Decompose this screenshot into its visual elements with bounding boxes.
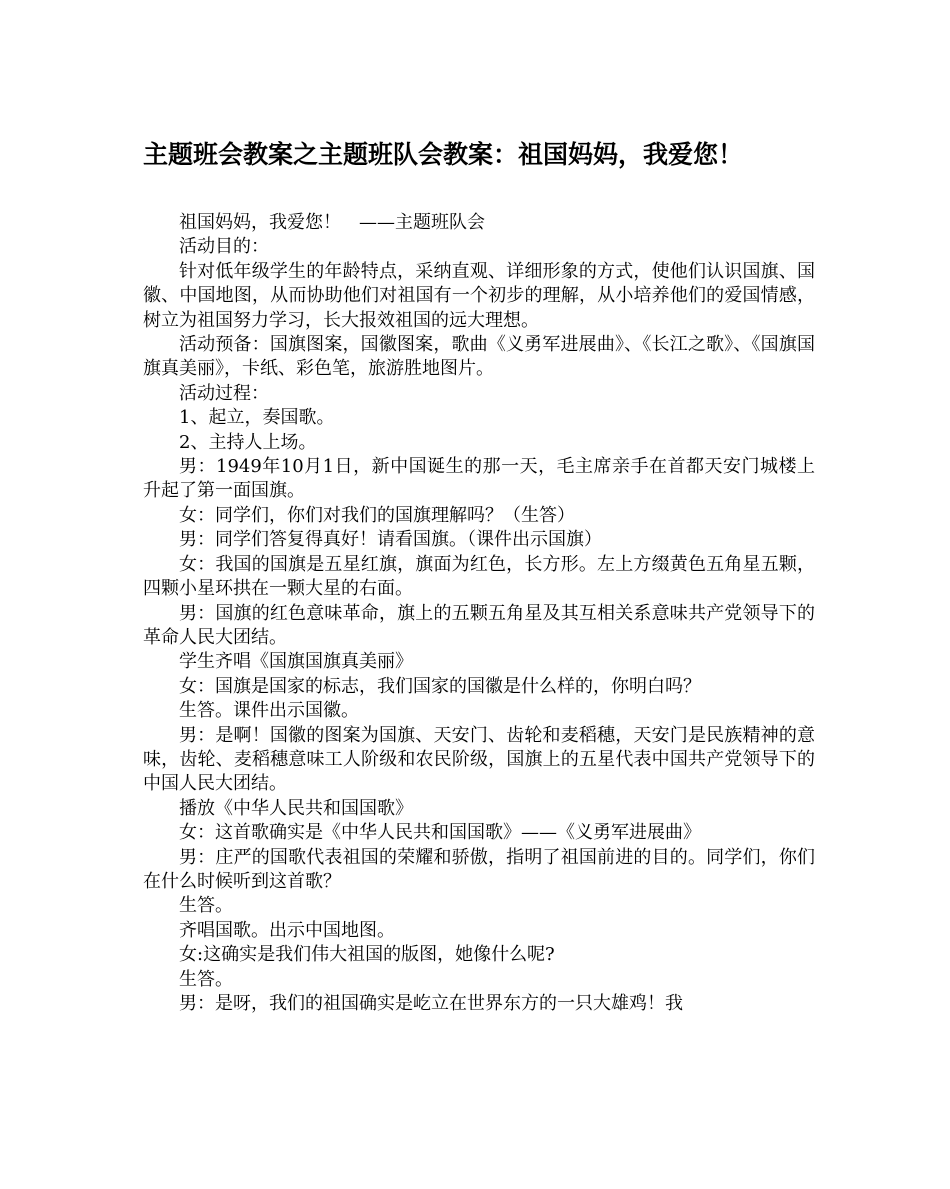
paragraph: 女：同学们，你们对我们的国旗理解吗？（生答） [179,504,575,526]
paragraph: 生答。 [179,968,233,990]
paragraph: 男：1949年10月1日，新中国诞生的那一天，毛主席亲手在首都天安门城楼上升起了第一面国旗。 [143,456,815,502]
paragraph: 针对低年级学生的年龄特点，采纳直观、详细形象的方式，使他们认识国旗、国徽、中国地图，从而协助他们对祖国有一个初步的理解，从小培养他们的爱国情感，树立为祖国努力学习，长大报效祖国的远大理想。 [143,260,815,331]
paragraph: 2、主持人上场。 [179,431,317,453]
paragraph: 活动目的： [179,236,269,258]
paragraph: 男：是呀，我们的祖国确实是屹立在世界东方的一只大雄鸡！我 [179,993,683,1014]
document-body [143,211,815,1016]
paragraph: 女：我国的国旗是五星红旗，旗面为红色，长方形。左上方缀黄色五角星五颗，四颗小星环拱在一颗大星的右面。 [143,553,815,600]
paragraph: 男：国旗的红色意味革命，旗上的五颗五角星及其互相关系意味共产党领导下的革命人民大团结。 [143,602,815,648]
paragraph: 齐唱国歌。出示中国地图。 [179,919,395,941]
paragraph: 男：庄严的国歌代表祖国的荣耀和骄傲，指明了祖国前进的目的。同学们，你们在什么时候听到这首歌？ [143,846,815,892]
paragraph: 男：同学们答复得真好！请看国旗。（课件出示国旗） [179,529,602,551]
paragraph: 女：国旗是国家的标志，我们国家的国徽是什么样的，你明白吗？ [179,675,701,697]
paragraph: 学生齐唱《国旗国旗真美丽》 [179,651,413,673]
paragraph: 活动预备：国旗图案，国徽图案，歌曲《义勇军进展曲》、《长江之歌》、《国旗国旗真美丽》，卡纸、彩色笔，旅游胜地图片。 [143,334,815,380]
paragraph: 生答。课件出示国徽。 [179,700,359,722]
paragraph: 生答。 [179,895,233,917]
document-title: 主题班会教案之主题班队会教案：祖国妈妈，我爱您！ [143,140,744,169]
paragraph: 女:这确实是我们伟大祖国的版图，她像什么呢? [179,944,555,966]
paragraph: 女：这首歌确实是《中华人民共和国国歌》——《义勇军进展曲》 [179,822,701,844]
paragraph: 活动过程： [179,382,269,404]
paragraph: 祖国妈妈，我爱您！ ——主题班队会 [179,212,485,233]
paragraph: 播放《中华人民共和国国歌》 [179,797,413,819]
paragraph: 男：是啊！国徽的图案为国旗、天安门、齿轮和麦稻穗，天安门是民族精神的意味，齿轮、麦稻穗意味工人阶级和农民阶级，国旗上的五星代表中国共产党领导下的中国人民大团结。 [143,724,815,795]
paragraph: 1、起立，奏国歌。 [179,407,335,429]
